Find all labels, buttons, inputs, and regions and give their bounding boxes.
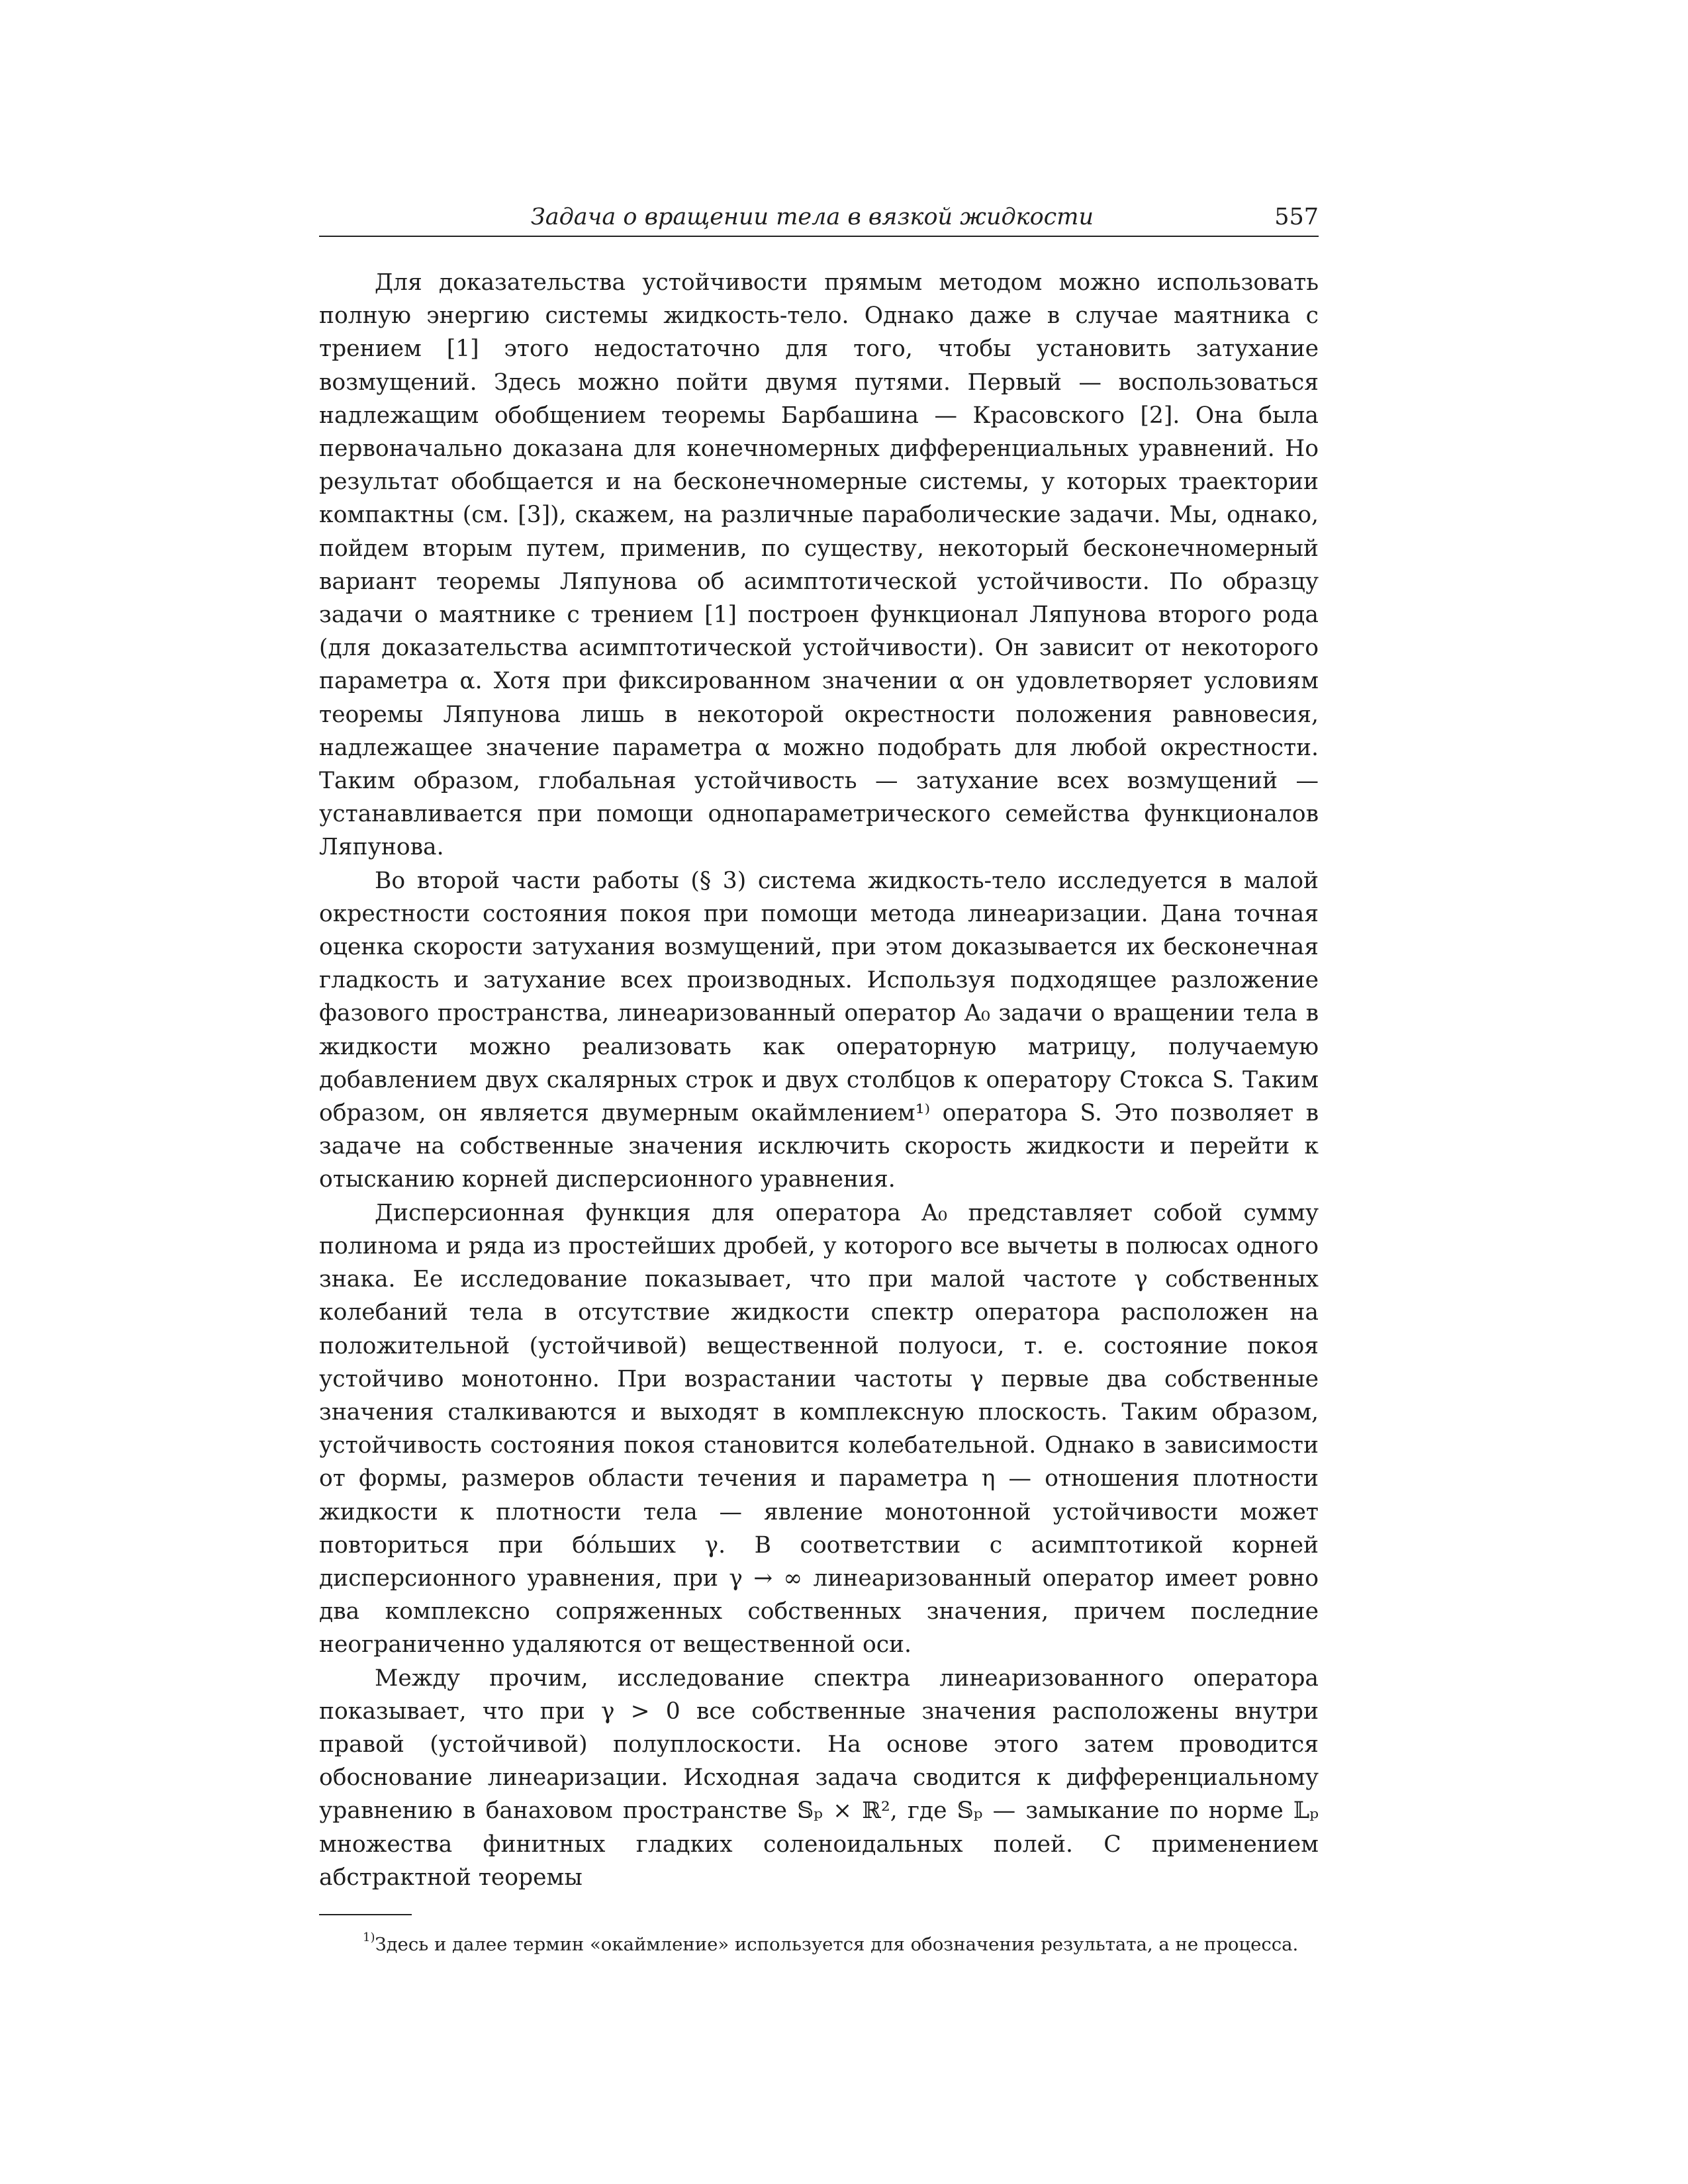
footnote [319, 1925, 1319, 1958]
paper-page [319, 199, 1319, 1958]
running-title: Задача о вращении тела в вязкой жидкости [530, 204, 1094, 230]
page-number: 557 [1274, 204, 1319, 230]
paragraph: Между прочим, исследование спектра линеаризованного оператора показывает, что при γ > 0 все собственные значения расположены внутри правой (устойчивой) полуплоскости. На основе этого затем проводится обоснование линеаризации. Исходная задача сводится к дифференциальному уравнению в банаховом пространстве 𝕊ₚ × ℝ², где 𝕊ₚ — замыкание по норме 𝕃ₚ множества финитных гладких соленоидальных полей. С применением абстрактной теоремы [319, 1664, 1319, 1891]
paragraph: Дисперсионная функция для оператора A₀ представляет собой сумму полинома и ряда из простейших дробей, у которого все вычеты в полюсах одного знака. Ее исследование показывает, что при малой частоте γ собственных колебаний тела в отсутствие жидкости спектр оператора расположен на положительной (устойчивой) вещественной полуоси, т. е. состояние покоя устойчиво монотонно. При возрастании частоты γ первые два собственные значения сталкиваются и выходят в комплексную плоскость. Таким образом, устойчивость состояния покоя становится колебательной. Однако в зависимости от формы, размеров области течения и параметра η — отношения плотности жидкости к плотности тела — явление монотонной устойчивости может повториться при бо́льших γ. В соответствии с асимптотикой корней дисперсионного уравнения, при γ → ∞ линеаризованный оператор имеет ровно два комплексно сопряженных собственных значения, причем последние неограниченно удаляются от вещественной оси. [319, 1199, 1319, 1659]
footnote-divider [319, 1914, 412, 1915]
body-text [319, 266, 1319, 1894]
running-header [319, 199, 1319, 237]
paragraph: Для доказательства устойчивости прямым методом можно использовать полную энергию системы жидкость-тело. Однако даже в случае маятника с трением [1] этого недостаточно для того, чтобы установить затухание возмущений. Здесь можно пойти двумя путями. Первый — воспользоваться надлежащим обобщением теоремы Барбашина — Красовского [2]. Она была первоначально доказана для конечномерных дифференциальных уравнений. Но результат обобщается и на бесконечномерные системы, у которых траектории компактны (см. [3]), скажем, на различные параболические задачи. Мы, однако, пойдем вторым путем, применив, по существу, некоторый бесконечномерный вариант теоремы Ляпунова об асимптотической устойчивости. По образцу задачи о маятнике с трением [1] построен функционал Ляпунова второго рода (для доказательства асимптотической устойчивости). Он зависит от некоторого параметра α. Хотя при фиксированном значении α он удовлетворяет условиям теоремы Ляпунова лишь в некоторой окрестности положения равновесия, надлежащее значение параметра α можно подобрать для любой окрестности. Таким образом, глобальная устойчивость — затухание всех возмущений — устанавливается при помощи однопараметрического семейства функционалов Ляпунова. [319, 269, 1319, 861]
footnote-mark: 1) [363, 1930, 375, 1944]
paragraph: Во второй части работы (§ 3) система жидкость-тело исследуется в малой окрестности состояния покоя при помощи метода линеаризации. Дана точная оценка скорости затухания возмущений, при этом доказывается их бесконечная гладкость и затухание всех производных. Используя подходящее разложение фазового пространства, линеаризованный оператор A₀ задачи о вращении тела в жидкости можно реализовать как операторную матрицу, получаемую добавлением двух скалярных строк и двух столбцов к оператору Стокса S. Таким образом, он является двумерным окаймлением¹⁾ оператора S. Это позволяет в задаче на собственные значения исключить скорость жидкости и перейти к отысканию корней дисперсионного уравнения. [319, 867, 1319, 1193]
footnote-text: Здесь и далее термин «окаймление» используется для обозначения результата, а не процесса. [375, 1933, 1299, 1955]
